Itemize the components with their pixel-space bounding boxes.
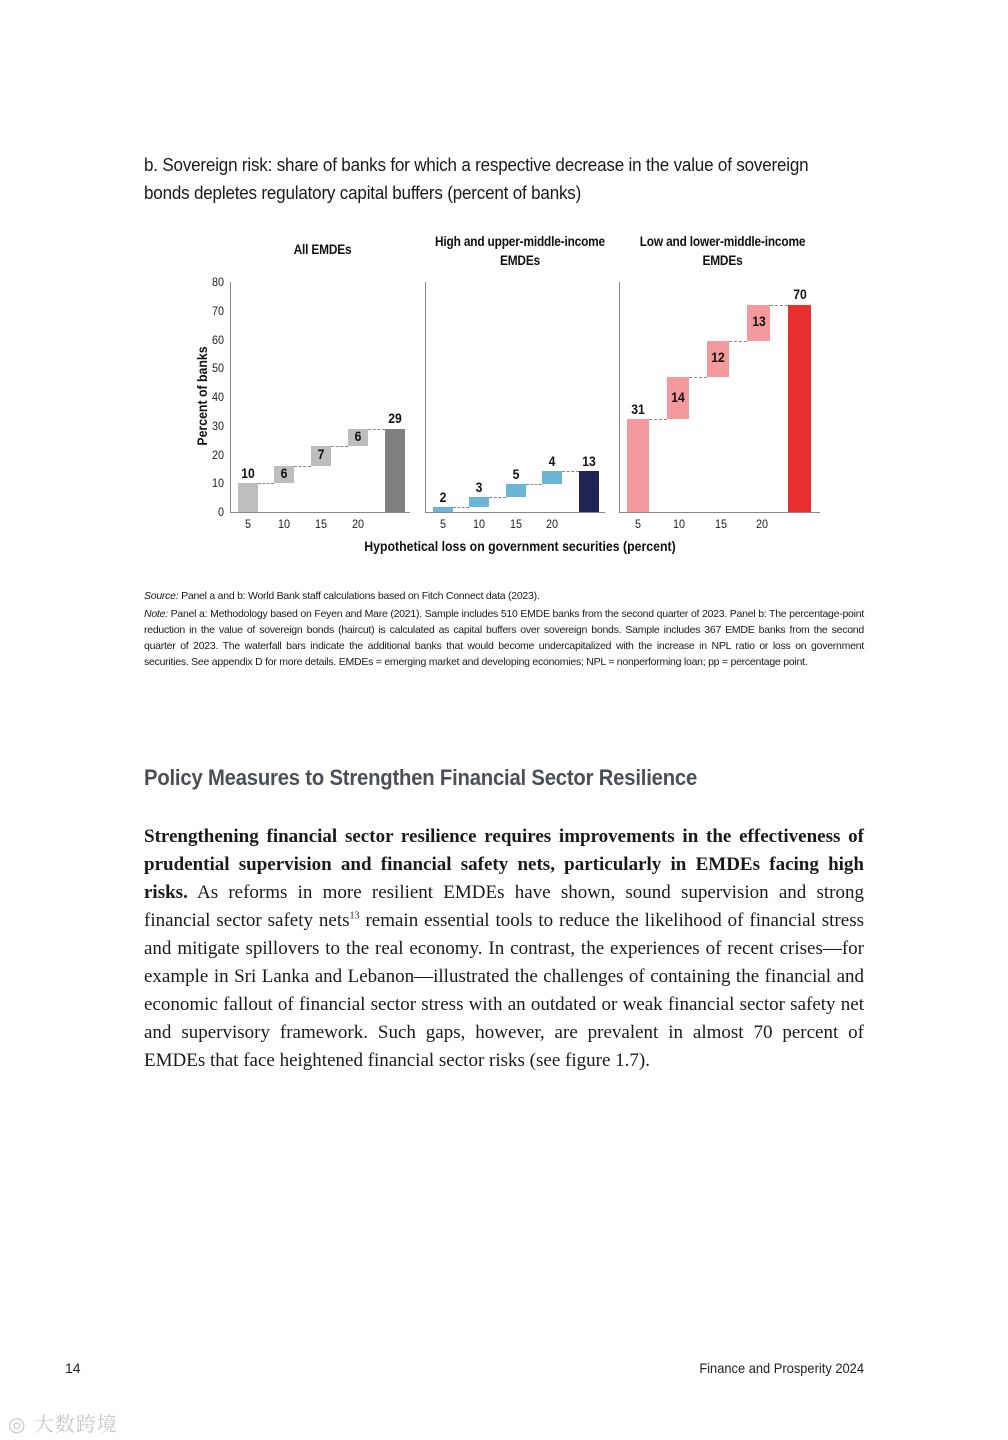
y-axis-line-panel-2	[425, 282, 426, 512]
connector	[258, 483, 274, 484]
waterfall-chart	[0, 0, 1008, 570]
footnote-reference[interactable]: 13	[349, 910, 360, 922]
y-tick: 70	[211, 304, 224, 318]
connector	[770, 305, 788, 306]
y-tick: 30	[211, 419, 224, 433]
connector	[729, 341, 747, 342]
x-tick: 10	[672, 517, 686, 531]
watermark-text: 大数跨境	[33, 1412, 118, 1436]
x-tick: 5	[439, 517, 447, 531]
bar-label: 5	[512, 467, 520, 482]
bar-label: 31	[631, 402, 645, 417]
bar-panel1-5	[238, 483, 258, 512]
note-text: Panel a: Methodology based on Feyen and Mare (2021). Sample includes 510 EMDE banks from the second quarter of 2023. Panel b: The percentage-point reduction in the value of sovereign bonds (haircut) is calculated as capital buffers over sovereign bonds. Sample includes 367 EMDE banks from the second quarter of 2023. The waterfall bars indicate the additional banks that would become undercapitalized with the increase in NPL ratio or loss on government securities. See appendix D for more details. EMDEs = emerging market and developing economies; NPL = nonperforming loan; pp = percentage point.	[144, 608, 864, 668]
y-tick: 20	[211, 448, 224, 462]
bar-label: 3	[475, 480, 483, 495]
x-tick: 15	[314, 517, 328, 531]
x-tick: 5	[634, 517, 642, 531]
publication-title: Finance and Prosperity 2024	[699, 1360, 864, 1376]
y-tick: 80	[211, 275, 224, 289]
x-tick: 10	[472, 517, 486, 531]
y-axis-label: Percent of banks	[194, 346, 210, 446]
x-axis-line-panel-3	[619, 512, 820, 513]
bar-label-total: 70	[793, 287, 807, 302]
bar-label: 14	[671, 390, 685, 405]
bar-panel2-5	[433, 507, 453, 512]
y-tick: 10	[211, 476, 224, 490]
x-tick: 15	[714, 517, 728, 531]
figure-notes	[144, 588, 864, 672]
bar-label: 2	[439, 490, 447, 505]
connector	[689, 377, 707, 378]
bar-label: 4	[548, 454, 556, 469]
bar-label: 10	[241, 466, 255, 481]
x-tick: 15	[509, 517, 523, 531]
bar-panel2-20	[542, 471, 562, 484]
source-label: Source:	[144, 590, 179, 602]
connector	[649, 419, 667, 420]
connector	[331, 446, 348, 447]
connector	[294, 466, 311, 467]
bar-label: 13	[752, 314, 766, 329]
bar-panel2-10	[469, 497, 489, 507]
x-tick: 20	[545, 517, 559, 531]
bar-label: 6	[354, 429, 362, 444]
body-text-part1: As reforms in more resilient EMDEs have shown, sound supervision and strong financial sector safety nets	[144, 882, 864, 931]
connector	[562, 471, 579, 472]
source-note	[144, 588, 864, 604]
note-label: Note:	[144, 608, 168, 620]
page-number: 14	[65, 1360, 81, 1376]
y-tick: 50	[211, 361, 224, 375]
subpanel-title-low-lower-middle: Low and lower-middle-income EMDEs	[639, 234, 806, 268]
figure-panel-title: b. Sovereign risk: share of banks for which a respective decrease in the value of sovereign bonds depletes regulatory capital buffers (percent of banks)	[144, 154, 809, 203]
source-text: Panel a and b: World Bank staff calculations based on Fitch Connect data (2023).	[178, 590, 540, 602]
bar-panel2-15	[506, 484, 526, 497]
connector	[489, 497, 506, 498]
bar-label: 12	[711, 350, 725, 365]
subpanel-title-all-emdes: All EMDEs	[293, 242, 352, 257]
body-text-part2: remain essential tools to reduce the likelihood of financial stress and mitigate spillovers to the real economy. In contrast, the experiences of recent crises—for example in Sri Lanka and Lebanon—illustrated the challenges of containing the financial and economic fallout of financial sector stress with an outdated or weak financial sector safety net and supervisory framework. Such gaps, however, are prevalent in almost 70 percent of EMDEs that face heightened financial sector risks (see figure 1.7).	[144, 910, 864, 1071]
x-axis-line-panel-2	[425, 512, 605, 513]
note-paragraph	[144, 606, 864, 670]
bar-label: 7	[317, 447, 325, 462]
bar-panel3-total	[788, 305, 811, 512]
lead-sentence: Strengthening financial sector resilience requires improvements in the effectiveness of prudential supervision and financial safety nets, particularly in EMDEs facing high risks.	[144, 826, 864, 903]
x-axis-label: Hypothetical loss on government securities (percent)	[364, 538, 676, 554]
bar-panel3-5	[627, 419, 649, 512]
bar-panel2-total	[579, 471, 599, 512]
watermark-logo	[8, 1408, 118, 1437]
connector	[453, 507, 469, 508]
bar-panel1-total	[385, 429, 405, 512]
y-tick: 0	[217, 505, 224, 519]
watermark-icon: ◎	[8, 1412, 34, 1436]
x-tick: 10	[277, 517, 291, 531]
body-paragraph	[144, 823, 864, 1075]
y-tick: 40	[211, 390, 224, 404]
x-axis-line-panel-1	[230, 512, 410, 513]
subpanel-title-high-upper-middle: High and upper-middle-income EMDEs	[435, 234, 605, 268]
x-tick: 20	[755, 517, 769, 531]
bar-label-total: 13	[582, 454, 596, 469]
bar-label: 6	[280, 466, 288, 481]
y-tick: 60	[211, 333, 224, 347]
x-tick: 5	[244, 517, 252, 531]
x-tick: 20	[351, 517, 365, 531]
connector	[526, 484, 542, 485]
section-heading: Policy Measures to Strengthen Financial Sector Resilience	[144, 765, 698, 790]
connector	[368, 429, 385, 430]
y-axis-line-panel-3	[619, 282, 620, 512]
bar-label-total: 29	[388, 411, 402, 426]
